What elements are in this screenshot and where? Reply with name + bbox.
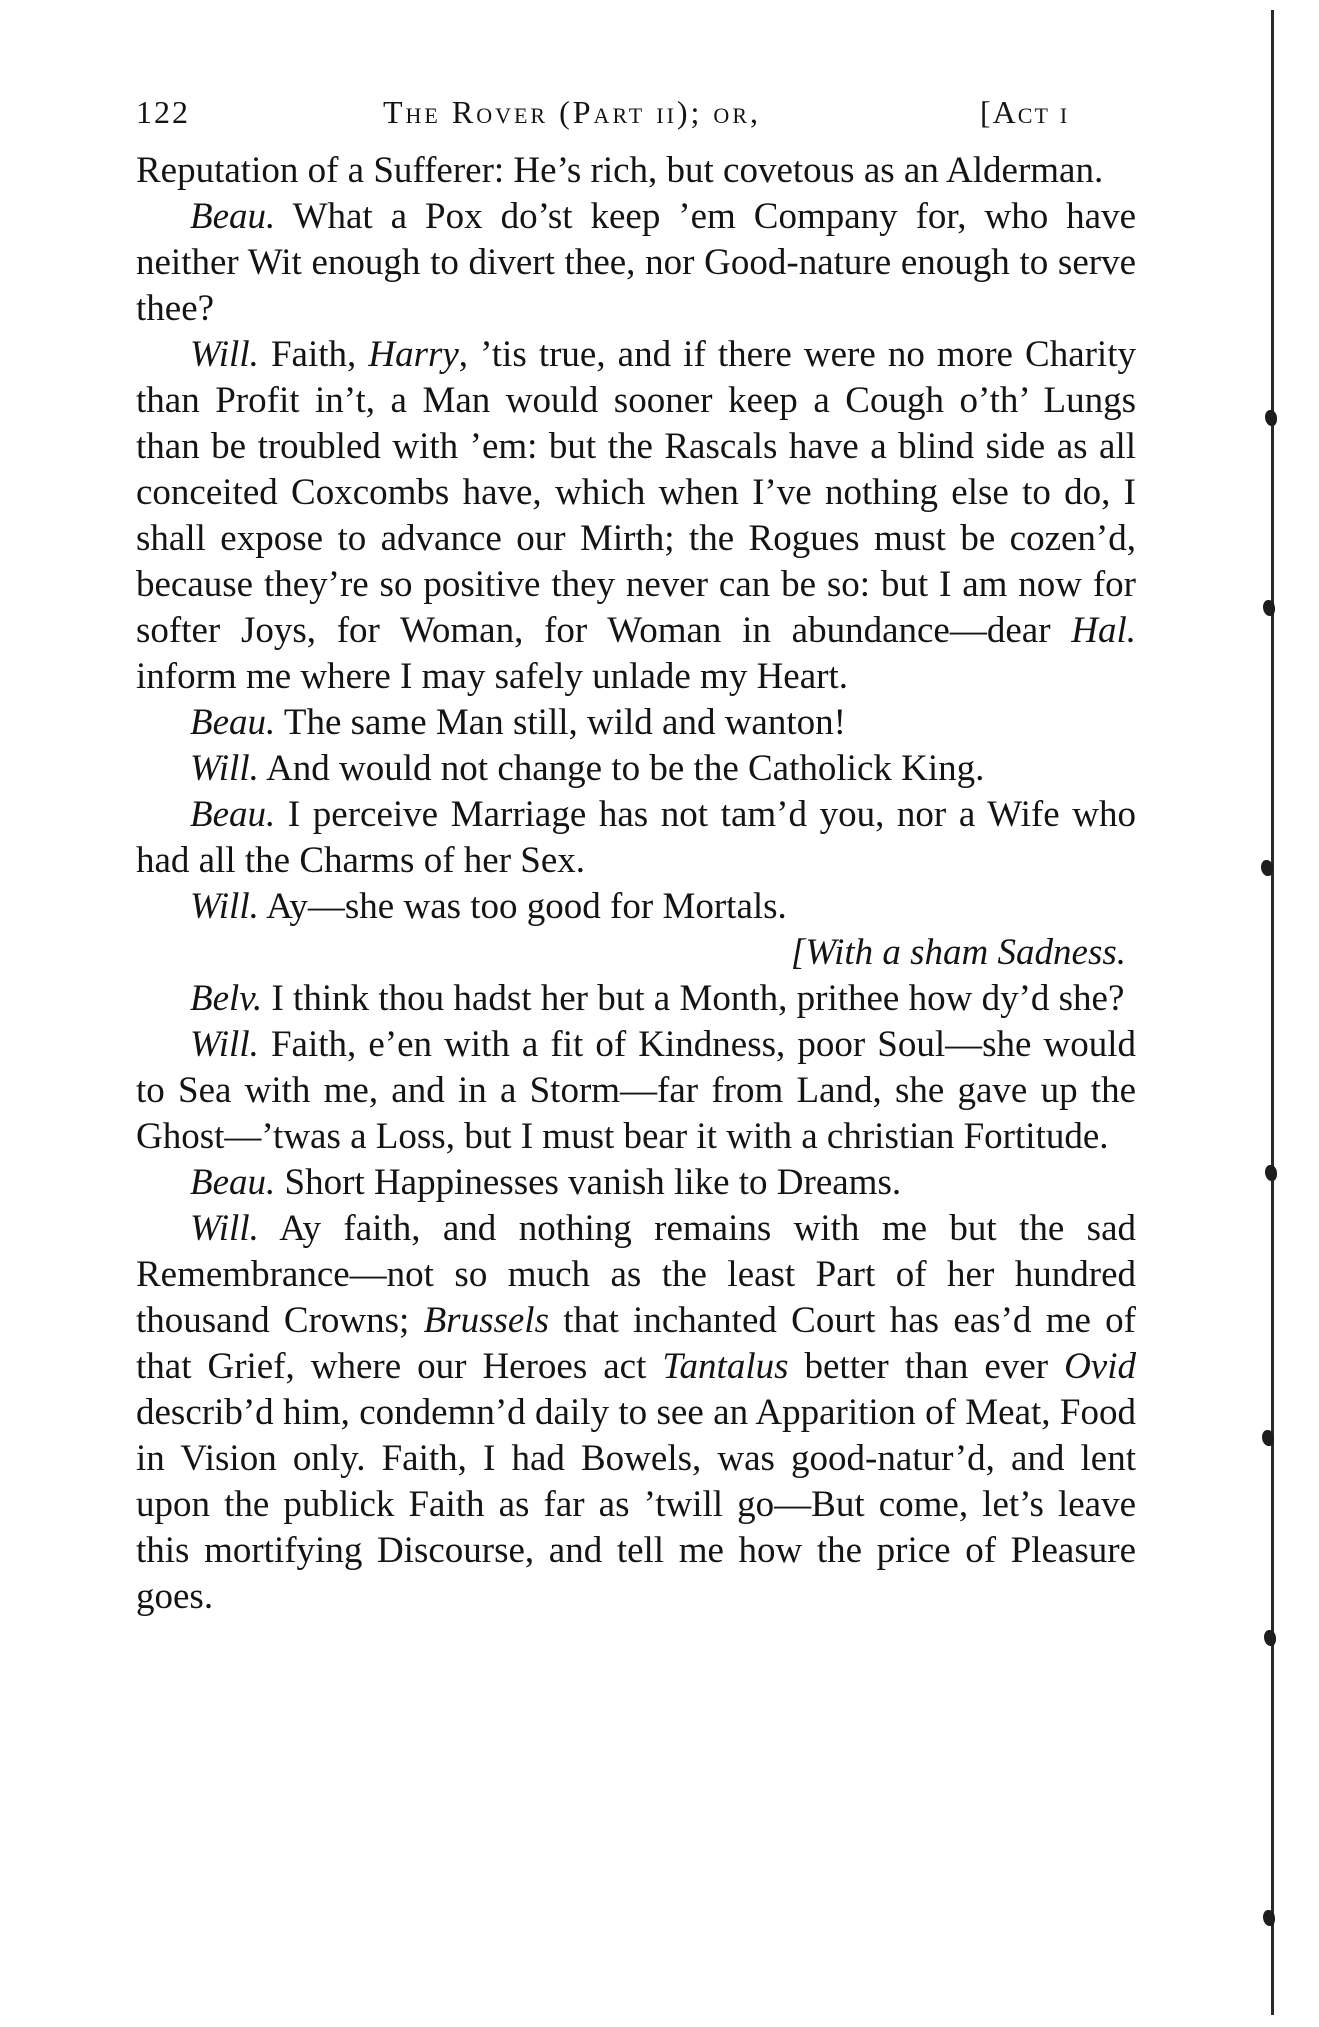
speech-beau-2 xyxy=(136,700,1136,746)
speech-text: Ay faith, and nothing remains with me but the sad Remembrance—not so much as the least Part of her hundred thousand Crowns; xyxy=(136,1208,1136,1341)
speech-beau-1 xyxy=(136,194,1136,332)
binding-mark xyxy=(1264,1630,1276,1646)
speech-text: What a Pox do’st keep ’em Company for, who have neither Wit enough to divert thee, nor Good-nature enough to serve thee? xyxy=(136,196,1136,329)
speech-text: inform me where I may safely unlade my Heart. xyxy=(136,656,848,697)
page-edge-rule xyxy=(1271,10,1274,2015)
speech-text: Faith, e’en with a fit of Kindness, poor Soul—she would to Sea with me, and in a Storm—far from Land, she gave up the Ghost—’twas a Loss, but I must bear it with a christian Fortitude. xyxy=(136,1024,1136,1157)
speech-text: I perceive Marriage has not tam’d you, nor a Wife who had all the Charms of her Sex. xyxy=(136,794,1136,881)
binding-mark xyxy=(1262,1430,1274,1446)
binding-mark xyxy=(1261,860,1273,876)
speech-text: , ’tis true, and if there were no more Charity than Profit in’t, a Man would sooner keep a Cough o’th’ Lungs than be troubled with ’em: but the Rascals have a blind side as all conceited Coxcombs have, which when I’ve nothing else to do, I shall expose to advance our Mirth; the Rogues must be cozen’d, because they’re so positive they never can be so: but I am now for softer Joys, for Woman, for Woman in abundance—dear xyxy=(136,334,1136,651)
place-brussels: Brussels xyxy=(423,1300,549,1341)
speech-text: The same Man still, wild and wanton! xyxy=(275,702,846,743)
speech-text: better than ever xyxy=(788,1346,1065,1387)
speech-will-2 xyxy=(136,746,1136,792)
page-number: 122 xyxy=(136,94,190,130)
running-head xyxy=(136,86,1136,148)
running-title: The Rover (Part ii); or, xyxy=(383,94,761,130)
speech-text: Ay—she was too good for Mortals. xyxy=(258,886,787,927)
speech-text: I think thou hadst her but a Month, prithee how dy’d she? xyxy=(262,978,1125,1019)
speech-text: Faith, xyxy=(258,334,369,375)
name-harry: Harry xyxy=(368,334,459,375)
speech-text: describ’d him, condemn’d daily to see an Apparition of Meat, Food in Vision only. Faith, I had Bowels, was good-natur’d, and lent upon the publick Faith as far as ’twill go—But come, let’s leave this mortifying Discourse, and tell me how the price of Pleasure goes. xyxy=(136,1392,1136,1617)
speech-text: that inchanted Court has eas’d me of that Grief, where our Heroes act xyxy=(136,1300,1136,1387)
dialogue-text xyxy=(136,148,1136,1620)
speech-belv-1 xyxy=(136,976,1136,1022)
name-hal: Hal. xyxy=(1071,610,1136,651)
speech-text: Short Happinesses vanish like to Dreams. xyxy=(275,1162,902,1203)
speaker-name: Will. xyxy=(190,886,259,927)
name-ovid: Ovid xyxy=(1064,1346,1136,1387)
continued-line xyxy=(136,148,1136,194)
speech-will-3 xyxy=(136,884,1136,930)
speaker-name: Belv. xyxy=(190,978,263,1019)
speaker-name: Will. xyxy=(190,334,259,375)
name-tantalus: Tantalus xyxy=(662,1346,789,1387)
line-text: Reputation of a Sufferer: He’s rich, but covetous as an Alderman. xyxy=(136,150,1104,191)
speaker-name: Will. xyxy=(190,1024,259,1065)
binding-mark xyxy=(1265,1165,1277,1181)
stage-direction: [With a sham Sadness. xyxy=(790,932,1126,973)
speech-will-4 xyxy=(136,1022,1136,1160)
speaker-name: Beau. xyxy=(190,1162,276,1203)
speech-will-5 xyxy=(136,1206,1136,1620)
speaker-name: Will. xyxy=(190,1208,259,1249)
speaker-name: Beau. xyxy=(190,702,276,743)
book-page xyxy=(136,86,1136,1620)
speech-text: And would not change to be the Catholick King. xyxy=(258,748,985,789)
speaker-name: Beau. xyxy=(190,196,276,237)
speaker-name: Beau. xyxy=(190,794,276,835)
binding-mark xyxy=(1263,1910,1275,1926)
speaker-name: Will. xyxy=(190,748,259,789)
act-label: [Act i xyxy=(980,94,1070,130)
speech-beau-4 xyxy=(136,1160,1136,1206)
speech-beau-3 xyxy=(136,792,1136,884)
speech-will-1 xyxy=(136,332,1136,700)
binding-mark xyxy=(1265,410,1277,426)
binding-mark xyxy=(1263,600,1275,616)
